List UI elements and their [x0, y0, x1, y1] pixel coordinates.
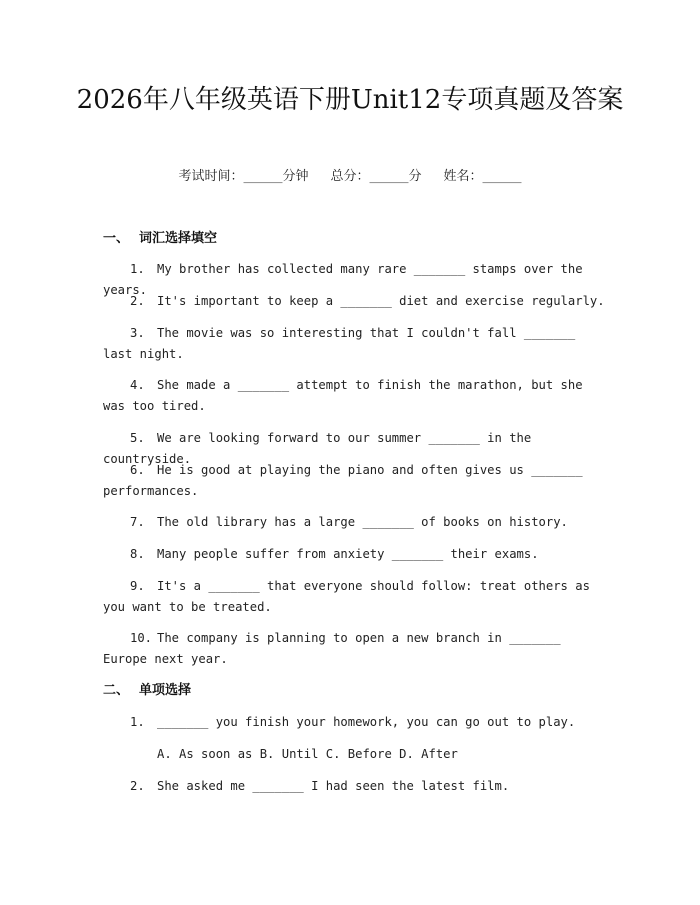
section-number: 一、: [103, 231, 130, 246]
question-text: It's important to keep a _______ diet and exercise regularly.: [157, 294, 605, 308]
question-text: She asked me _______ I had seen the latest film.: [157, 779, 510, 793]
question-number: 10.: [130, 631, 153, 645]
question-number: 4.: [130, 378, 145, 392]
question-text: We are looking forward to our summer _______ in the countryside.: [103, 431, 532, 466]
question-text: My brother has collected many rare _______ stamps over the years.: [103, 262, 583, 297]
question-text: The old library has a large _______ of books on history.: [157, 515, 568, 529]
question-number: 5.: [130, 431, 145, 445]
question-text: The company is planning to open a new branch in _______ Europe next year.: [103, 631, 561, 666]
exam-info-line: [0, 168, 700, 186]
question-text: Many people suffer from anxiety _______ their exams.: [157, 547, 539, 561]
question-item: [103, 512, 605, 533]
section-heading-vocabulary: [103, 230, 217, 248]
question-item: [103, 544, 605, 565]
question-text: The movie was so interesting that I couldn't fall _______ last night.: [103, 326, 576, 361]
section-number: 二、: [103, 683, 130, 698]
section-title: 词汇选择填空: [139, 231, 218, 246]
question-item: [103, 576, 605, 618]
question-text: _______ you finish your homework, you can go out to play.: [157, 715, 576, 729]
section-title: 单项选择: [139, 683, 192, 698]
exam-name-field: 姓名：______: [443, 169, 522, 184]
question-number: 8.: [130, 547, 145, 561]
question-text: He is good at playing the piano and often gives us _______ performances.: [103, 463, 583, 498]
question-number: 9.: [130, 579, 145, 593]
question-item: [103, 291, 605, 312]
question-item: [103, 375, 605, 417]
question-number: 1.: [130, 715, 145, 729]
question-text: She made a _______ attempt to finish the marathon, but she was too tired.: [103, 378, 583, 413]
question-item: [103, 628, 605, 670]
question-item: [103, 776, 605, 797]
question-number: 2.: [130, 779, 145, 793]
question-number: 3.: [130, 326, 145, 340]
question-number: 2.: [130, 294, 145, 308]
question-number: 1.: [130, 262, 145, 276]
answer-options: A. As soon as B. Until C. Before D. After: [157, 747, 458, 761]
question-item: [103, 712, 605, 733]
exam-time-field: 考试时间：______分钟: [178, 169, 309, 184]
page-title: 2026年八年级英语下册Unit12专项真题及答案: [76, 85, 624, 115]
question-number: 7.: [130, 515, 145, 529]
question-item: [103, 460, 605, 502]
question-text: It's a _______ that everyone should follow: treat others as you want to be treated.: [103, 579, 590, 614]
question-number: 6.: [130, 463, 145, 477]
exam-score-field: 总分：______分: [330, 169, 422, 184]
question-item: [103, 323, 605, 365]
section-heading-multiple-choice: [103, 682, 191, 700]
